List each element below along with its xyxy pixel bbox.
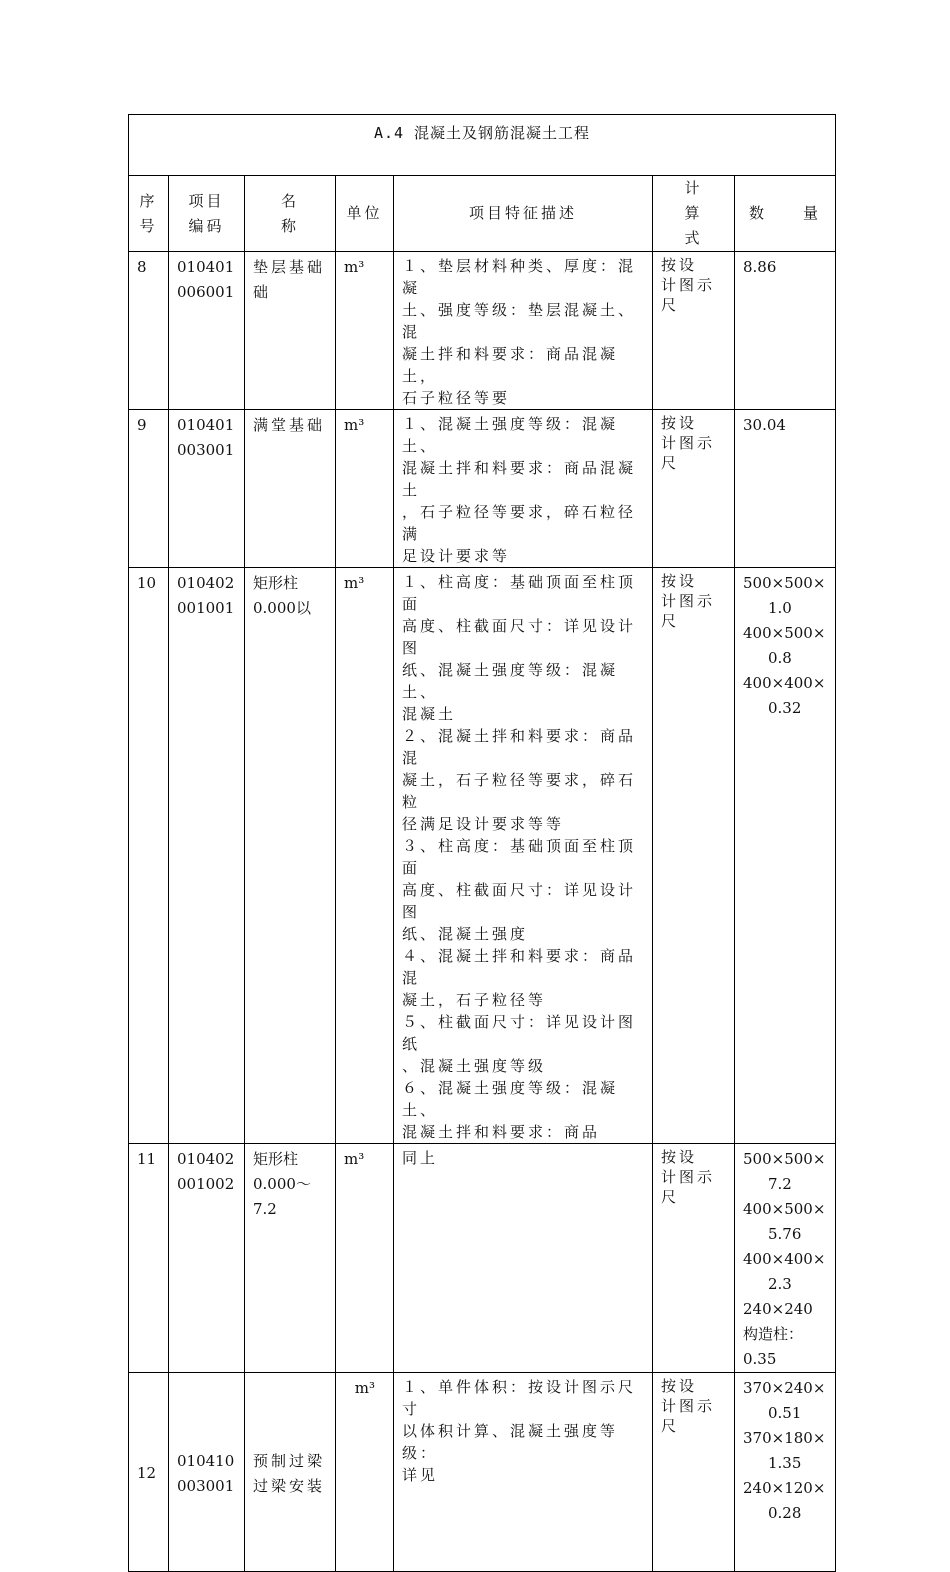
header-row <box>129 176 836 252</box>
row-unit: m³ <box>336 252 394 410</box>
qty-line: 0.51 <box>768 1404 802 1422</box>
qty-line: 0.28 <box>768 1504 802 1522</box>
row-seq: 10 <box>129 568 169 1144</box>
qty-line: 2.3 <box>768 1275 792 1293</box>
row-name: 矩形柱 0.000以 <box>245 568 336 1144</box>
row-method: 按设 计图示 尺 <box>653 410 735 568</box>
qty-line: 8.86 <box>743 258 777 276</box>
header-unit <box>336 176 394 252</box>
table-row <box>129 1144 836 1373</box>
row-seq: 9 <box>129 410 169 568</box>
row-method: 按设 计图示 尺 <box>653 1373 735 1572</box>
row-code: 010401003001 <box>169 410 245 568</box>
row-code: 010402001001 <box>169 568 245 1144</box>
header-method <box>653 176 735 252</box>
header-qty-text: 数 量 <box>749 204 822 222</box>
row-desc-text: １、混凝土强度等级：混凝土、 混凝土拌和料要求：商品混凝土 ，石子粒径等要求，碎石粒径满 足设计要求等 <box>402 415 637 565</box>
qty-line: 240×120× <box>743 1479 826 1497</box>
row-name: 满堂基础 <box>245 410 336 568</box>
table-row <box>129 410 836 568</box>
table-row <box>129 1373 836 1572</box>
row-desc-text: 同上 <box>402 1149 439 1167</box>
row-qty <box>735 410 836 568</box>
qty-line: 400×500× <box>743 624 826 642</box>
qty-line: 0.35 <box>743 1350 777 1368</box>
header-unit-text: 单位 <box>346 204 383 222</box>
row-unit: m³ <box>336 1144 394 1373</box>
header-name <box>245 176 336 252</box>
qty-line: 1.35 <box>768 1454 802 1472</box>
row-unit: m³ <box>336 410 394 568</box>
row-desc <box>394 1144 653 1373</box>
qty-line: 0.8 <box>768 649 792 667</box>
qty-line: 400×400× <box>743 674 826 692</box>
row-unit: m³ <box>336 568 394 1144</box>
row-desc <box>394 1373 653 1572</box>
bill-of-quantities-table <box>128 114 836 1572</box>
row-desc-text: １、单件体积：按设计图示尺寸 以体积计算、混凝土强度等级： 详见 <box>402 1378 637 1484</box>
qty-line: 7.2 <box>768 1175 792 1193</box>
qty-line: 30.04 <box>743 416 786 434</box>
row-code: 010402001002 <box>169 1144 245 1373</box>
header-name-text: 名 称 <box>280 191 299 235</box>
table-title-cell <box>129 115 836 176</box>
row-name: 垫层基础 础 <box>245 252 336 410</box>
qty-line: 370×240× <box>743 1379 826 1397</box>
row-desc <box>394 568 653 1144</box>
qty-line: 构造柱： <box>743 1325 804 1343</box>
row-method: 按设 计图示 尺 <box>653 568 735 1144</box>
row-code: 010401006001 <box>169 252 245 410</box>
qty-line: 370×180× <box>743 1429 826 1447</box>
header-qty <box>735 176 836 252</box>
table-row <box>129 252 836 410</box>
row-desc-text: １、垫层材料种类、厚度：混凝 土、强度等级：垫层混凝土、混 凝土拌和料要求：商品混凝土， 石子粒径等要 <box>402 257 637 407</box>
header-code-text: 项目 编码 <box>188 191 225 235</box>
row-desc <box>394 410 653 568</box>
qty-line: 240×240 <box>743 1300 813 1318</box>
row-method: 按设 计图示 尺 <box>653 1144 735 1373</box>
header-desc-text: 项目特征描述 <box>468 204 577 222</box>
row-name: 矩形柱 0.000～ 7.2 <box>245 1144 336 1373</box>
row-qty <box>735 1144 836 1373</box>
row-qty <box>735 1373 836 1572</box>
header-seq <box>129 176 169 252</box>
header-code <box>169 176 245 252</box>
row-seq: 8 <box>129 252 169 410</box>
row-name: 预制过梁 过梁安装 <box>245 1373 336 1572</box>
table-row <box>129 568 836 1144</box>
qty-line: 500×500× <box>743 574 826 592</box>
row-seq: 12 <box>129 1373 169 1572</box>
header-method-text: 计 算 式 <box>684 179 703 247</box>
table-title: A.4 混凝土及钢筋混凝土工程 <box>373 124 591 142</box>
row-method: 按设 计图示 尺 <box>653 252 735 410</box>
qty-line: 5.76 <box>768 1225 802 1243</box>
row-qty <box>735 568 836 1144</box>
qty-line: 0.32 <box>768 699 802 717</box>
header-desc <box>394 176 653 252</box>
row-seq: 11 <box>129 1144 169 1373</box>
qty-line: 400×400× <box>743 1250 826 1268</box>
row-code: 010410003001 <box>169 1373 245 1572</box>
row-desc <box>394 252 653 410</box>
qty-line: 500×500× <box>743 1150 826 1168</box>
row-desc-text: １、柱高度：基础顶面至柱顶面 高度、柱截面尺寸：详见设计图 纸、混凝土强度等级：混凝土、 混凝土 ２、混凝土拌和料要求：商品混 凝土，石子粒径等要求，碎石粒 径满足设计要求等等 ３、柱高度：基础顶面至柱顶面 高度、柱截面尺寸：详见设计图 纸、混凝土强度 ４、混凝土拌和料要求：商品混 凝土，石子粒径等 ５、柱截面尺寸：详见设计图纸 、混凝土强度等级 ６、混凝土强度等级：混凝土、 混凝土拌和料要求：商品 <box>402 573 637 1141</box>
qty-line: 400×500× <box>743 1200 826 1218</box>
qty-line: 1.0 <box>768 599 792 617</box>
row-qty <box>735 252 836 410</box>
header-seq-text: 序 号 <box>139 191 158 235</box>
row-unit: m³ <box>336 1373 394 1572</box>
